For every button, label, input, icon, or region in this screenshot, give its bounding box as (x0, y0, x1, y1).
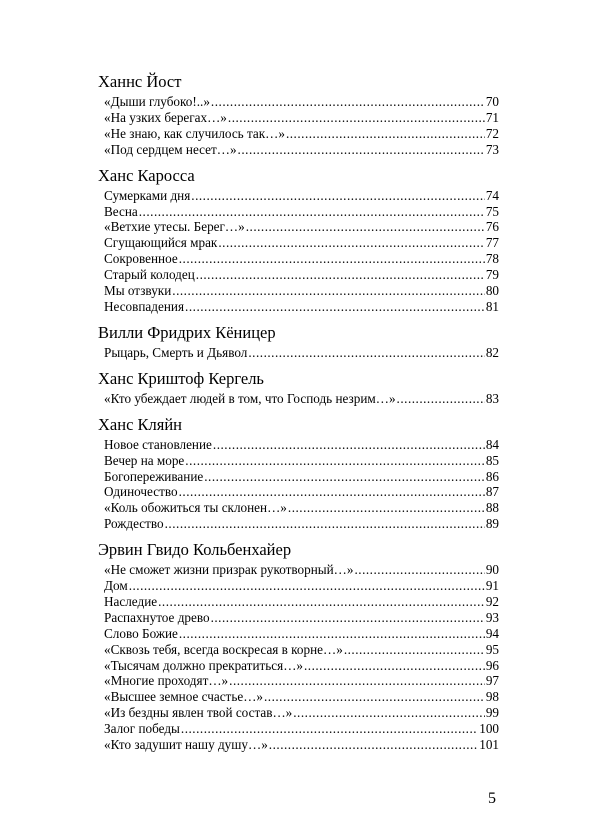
dot-leader (211, 610, 485, 626)
entry-title: «Под сердцем несет…» (104, 141, 237, 157)
page-number: 5 (488, 790, 496, 807)
entry-page-number: 99 (485, 705, 499, 721)
dot-leader (204, 469, 485, 485)
toc-entry (98, 516, 499, 532)
entry-title: Сокровенное (104, 251, 178, 267)
toc-entry (98, 562, 499, 578)
entry-page-number: 90 (485, 562, 499, 578)
toc-entry (98, 142, 499, 158)
toc-section (98, 415, 499, 532)
entry-title: Рождество (104, 516, 164, 532)
toc-entry (98, 251, 499, 267)
dot-leader (213, 437, 485, 453)
entry-title: Новое становление (104, 436, 212, 452)
entry-page-number: 96 (485, 657, 499, 673)
dot-leader (196, 267, 485, 283)
entry-page-number: 73 (485, 141, 499, 157)
entry-page-number: 71 (485, 109, 499, 125)
entry-title: «Из бездны явлен твой состав…» (104, 705, 293, 721)
entry-page-number: 80 (485, 283, 499, 299)
toc-section (98, 369, 499, 407)
dot-leader (181, 721, 478, 737)
dot-leader (397, 391, 485, 407)
entry-title: «Кто убеждает людей в том, что Господь незрим…» (104, 390, 396, 406)
dot-leader (139, 204, 485, 220)
toc-section (98, 166, 499, 315)
dot-leader (179, 626, 485, 642)
toc-entry (98, 594, 499, 610)
entry-title: «Не сможет жизни призрак рукотворный…» (104, 562, 354, 578)
entry-title: Одиночество (104, 484, 178, 500)
entry-title: Старый колодец (104, 267, 195, 283)
entry-title: Вечер на море (104, 452, 185, 468)
entry-page-number: 74 (485, 187, 499, 203)
dot-leader (218, 235, 484, 251)
entry-title: Наследие (104, 593, 158, 609)
toc-entry (98, 721, 499, 737)
entry-page-number: 97 (485, 673, 499, 689)
entry-page-number: 95 (485, 641, 499, 657)
entry-title: Распахнутое древо (104, 609, 210, 625)
dot-leader (354, 562, 484, 578)
entry-page-number: 72 (485, 125, 499, 141)
entry-page-number: 75 (485, 203, 499, 219)
toc-entry (98, 219, 499, 235)
toc-entry (98, 469, 499, 485)
toc-entry (98, 578, 499, 594)
entry-page-number: 88 (485, 500, 499, 516)
entry-page-number: 86 (485, 468, 499, 484)
toc-entry (98, 188, 499, 204)
entry-page-number: 100 (479, 721, 499, 737)
entry-title: Весна (104, 203, 138, 219)
entry-page-number: 94 (485, 625, 499, 641)
dot-leader (129, 578, 485, 594)
toc-entry (98, 705, 499, 721)
dot-leader (185, 453, 485, 469)
dot-leader (238, 142, 485, 158)
dot-leader (172, 283, 485, 299)
dot-leader (293, 705, 485, 721)
toc-entry (98, 126, 499, 142)
entry-title: Сгущающийся мрак (104, 235, 218, 251)
dot-leader (229, 673, 485, 689)
toc-entry (98, 500, 499, 516)
dot-leader (246, 219, 485, 235)
dot-leader (179, 484, 485, 500)
entry-page-number: 70 (485, 94, 499, 109)
author-heading: Ханнс Йост (98, 72, 182, 91)
toc-entry (98, 110, 499, 126)
toc-entry (98, 484, 499, 500)
dot-leader (228, 110, 485, 126)
toc-entry (98, 391, 499, 407)
toc-entry (98, 204, 499, 220)
dot-leader (288, 500, 485, 516)
toc-entry (98, 610, 499, 626)
entry-title: «Ветхие утесы. Берег…» (104, 219, 245, 235)
dot-leader (248, 345, 484, 361)
author-heading: Ханс Кляйн (98, 414, 183, 434)
entry-page-number: 83 (485, 390, 499, 406)
dot-leader (286, 126, 485, 142)
entry-title: «Высшее земное счастье…» (104, 689, 263, 705)
author-heading: Ханс Криштоф Кергель (98, 368, 264, 388)
dot-leader (269, 737, 478, 753)
dot-leader (264, 689, 485, 705)
dot-leader (304, 658, 485, 674)
toc-entry (98, 737, 499, 753)
dot-leader (179, 251, 485, 267)
toc-entry (98, 283, 499, 299)
toc-entry (98, 437, 499, 453)
entry-page-number: 77 (485, 235, 499, 251)
entry-title: Сумерками дня (104, 187, 191, 203)
entry-page-number: 84 (485, 436, 499, 452)
toc-entry (98, 689, 499, 705)
toc-section (98, 540, 499, 753)
toc-entry (98, 642, 499, 658)
entry-title: Рыцарь, Смерть и Дьявол (104, 344, 248, 360)
toc-entry (98, 267, 499, 283)
toc-entry (98, 673, 499, 689)
entry-title: Слово Божие (104, 625, 178, 641)
entry-page-number: 93 (485, 609, 499, 625)
table-of-contents (98, 72, 499, 761)
entry-title: «Тысячам должно прекратиться…» (104, 657, 303, 673)
entry-title: «Кто задушит нашу душу…» (104, 737, 268, 753)
entry-title: Мы отзвуки (104, 283, 172, 299)
entry-page-number: 79 (485, 267, 499, 283)
entry-page-number: 81 (485, 298, 499, 314)
entry-title: Богопереживание (104, 468, 204, 484)
entry-title: Несовпадения (104, 298, 185, 314)
toc-section (98, 323, 499, 361)
toc-entry (98, 453, 499, 469)
entry-title: Залог победы (104, 721, 180, 737)
entry-title: «На узких берегах…» (104, 109, 227, 125)
entry-title: «Сквозь тебя, всегда воскресая в корне…» (104, 641, 343, 657)
dot-leader (165, 516, 485, 532)
toc-entry (98, 299, 499, 315)
entry-page-number: 87 (485, 484, 499, 500)
entry-title: «Не знаю, как случилось так…» (104, 125, 285, 141)
entry-page-number: 82 (485, 344, 499, 360)
dot-leader (191, 188, 485, 204)
entry-title: Дом (104, 578, 128, 594)
entry-page-number: 101 (479, 737, 499, 753)
entry-title: «Коль обожиться ты склонен…» (104, 500, 287, 516)
dot-leader (344, 642, 485, 658)
entry-page-number: 98 (485, 689, 499, 705)
entry-page-number: 91 (485, 578, 499, 594)
dot-leader (211, 94, 485, 110)
author-heading: Вилли Фридрих Кёницер (98, 322, 276, 342)
toc-entry (98, 345, 499, 361)
entry-page-number: 89 (485, 516, 499, 532)
author-heading: Ханс Каросса (98, 165, 195, 185)
entry-page-number: 85 (485, 452, 499, 468)
toc-section (98, 72, 499, 158)
dot-leader (185, 299, 485, 315)
entry-title: «Многие проходят…» (104, 673, 229, 689)
toc-entry (98, 94, 499, 110)
entry-page-number: 92 (485, 593, 499, 609)
author-heading: Эрвин Гвидо Кольбенхайер (98, 540, 292, 560)
toc-entry (98, 626, 499, 642)
toc-entry (98, 235, 499, 251)
dot-leader (158, 594, 485, 610)
toc-entry (98, 658, 499, 674)
entry-page-number: 76 (485, 219, 499, 235)
entry-page-number: 78 (485, 251, 499, 267)
entry-title: «Дыши глубоко!..» (104, 94, 210, 109)
